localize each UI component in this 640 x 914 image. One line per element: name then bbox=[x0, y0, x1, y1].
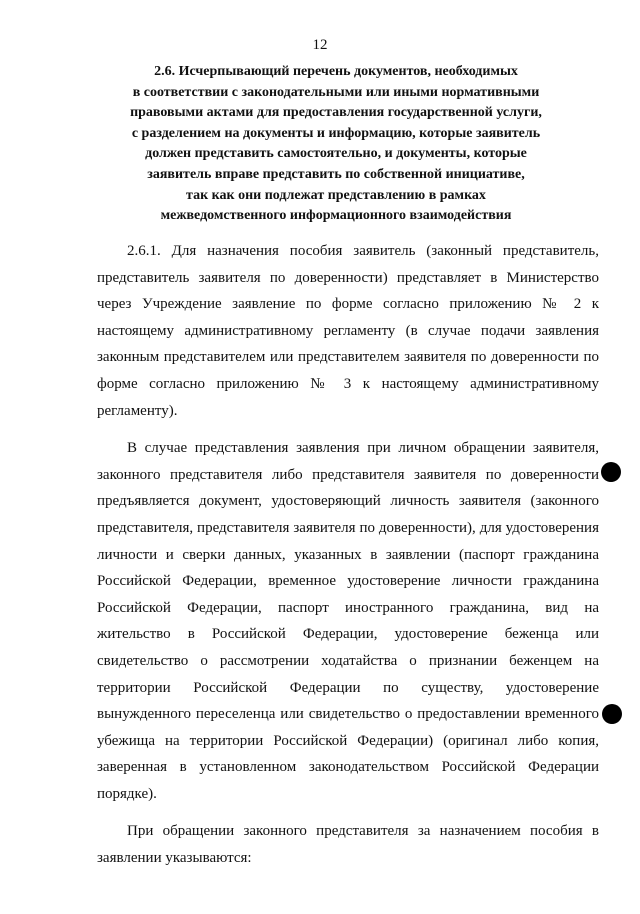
paragraph-identity-document: В случае представления заявления при личном обращении заявителя, законного представителя либо представителя заявителя по доверенности предъявляется документ, удостоверяющий личность заявителя (законного представителя, представителя заявителя по доверенности), для удостоверения личности и сверки данных, указанных в заявлении (паспорт гражданина Российской Федерации, временное удостоверение личности гражданина Российской Федерации, паспорт иностранного гражданина, вид на жительство в Российской Федерации, удостоверение беженца или свидетельство о рассмотрении ходатайства о признании беженцем на территории Российской Федерации по существу, удостоверение вынужденного переселенца или свидетельство о предоставлении временного убежища на территории Российской Федерации) (оригинал либо копия, заверенная в установленном законодательством Российской Федерации порядке). bbox=[97, 440, 599, 802]
heading-line: правовыми актами для предоставления государственной услуги, bbox=[130, 105, 542, 121]
heading-line: в соответствии с законодательными или иными нормативными bbox=[132, 84, 540, 100]
heading-line: так как они подлежат представлению в рамках bbox=[186, 187, 486, 203]
heading-line: должен представить самостоятельно, и документы, которые bbox=[145, 146, 527, 162]
page-number: 12 bbox=[312, 37, 328, 53]
paragraph-legal-representative: При обращении законного представителя за назначением пособия в заявлении указываются: bbox=[97, 823, 599, 867]
heading-line: с разделением на документы и информацию, которые заявитель bbox=[131, 125, 541, 141]
hole-punch-mark bbox=[601, 462, 621, 482]
heading-line: 2.6. Исчерпывающий перечень документов, необходимых bbox=[154, 64, 518, 79]
paragraph-2-6-1: 2.6.1. Для назначения пособия заявитель (законный представитель, представитель заявителя по доверенности) представляет в Министерство через Учреждение заявление по форме согласно приложению № 2 к настоящему административному регламенту (в случае подачи заявления законным представителем или представителем заявителя по доверенности по форме согласно приложению № 3 к настоящему административному регламенту). bbox=[97, 243, 599, 419]
body-text bbox=[97, 238, 599, 872]
hole-punch-mark bbox=[602, 704, 622, 724]
heading-line: межведомственного информационного взаимодействия bbox=[160, 208, 512, 224]
heading-line: заявитель вправе представить по собственной инициативе, bbox=[147, 166, 525, 182]
section-heading bbox=[60, 62, 612, 227]
